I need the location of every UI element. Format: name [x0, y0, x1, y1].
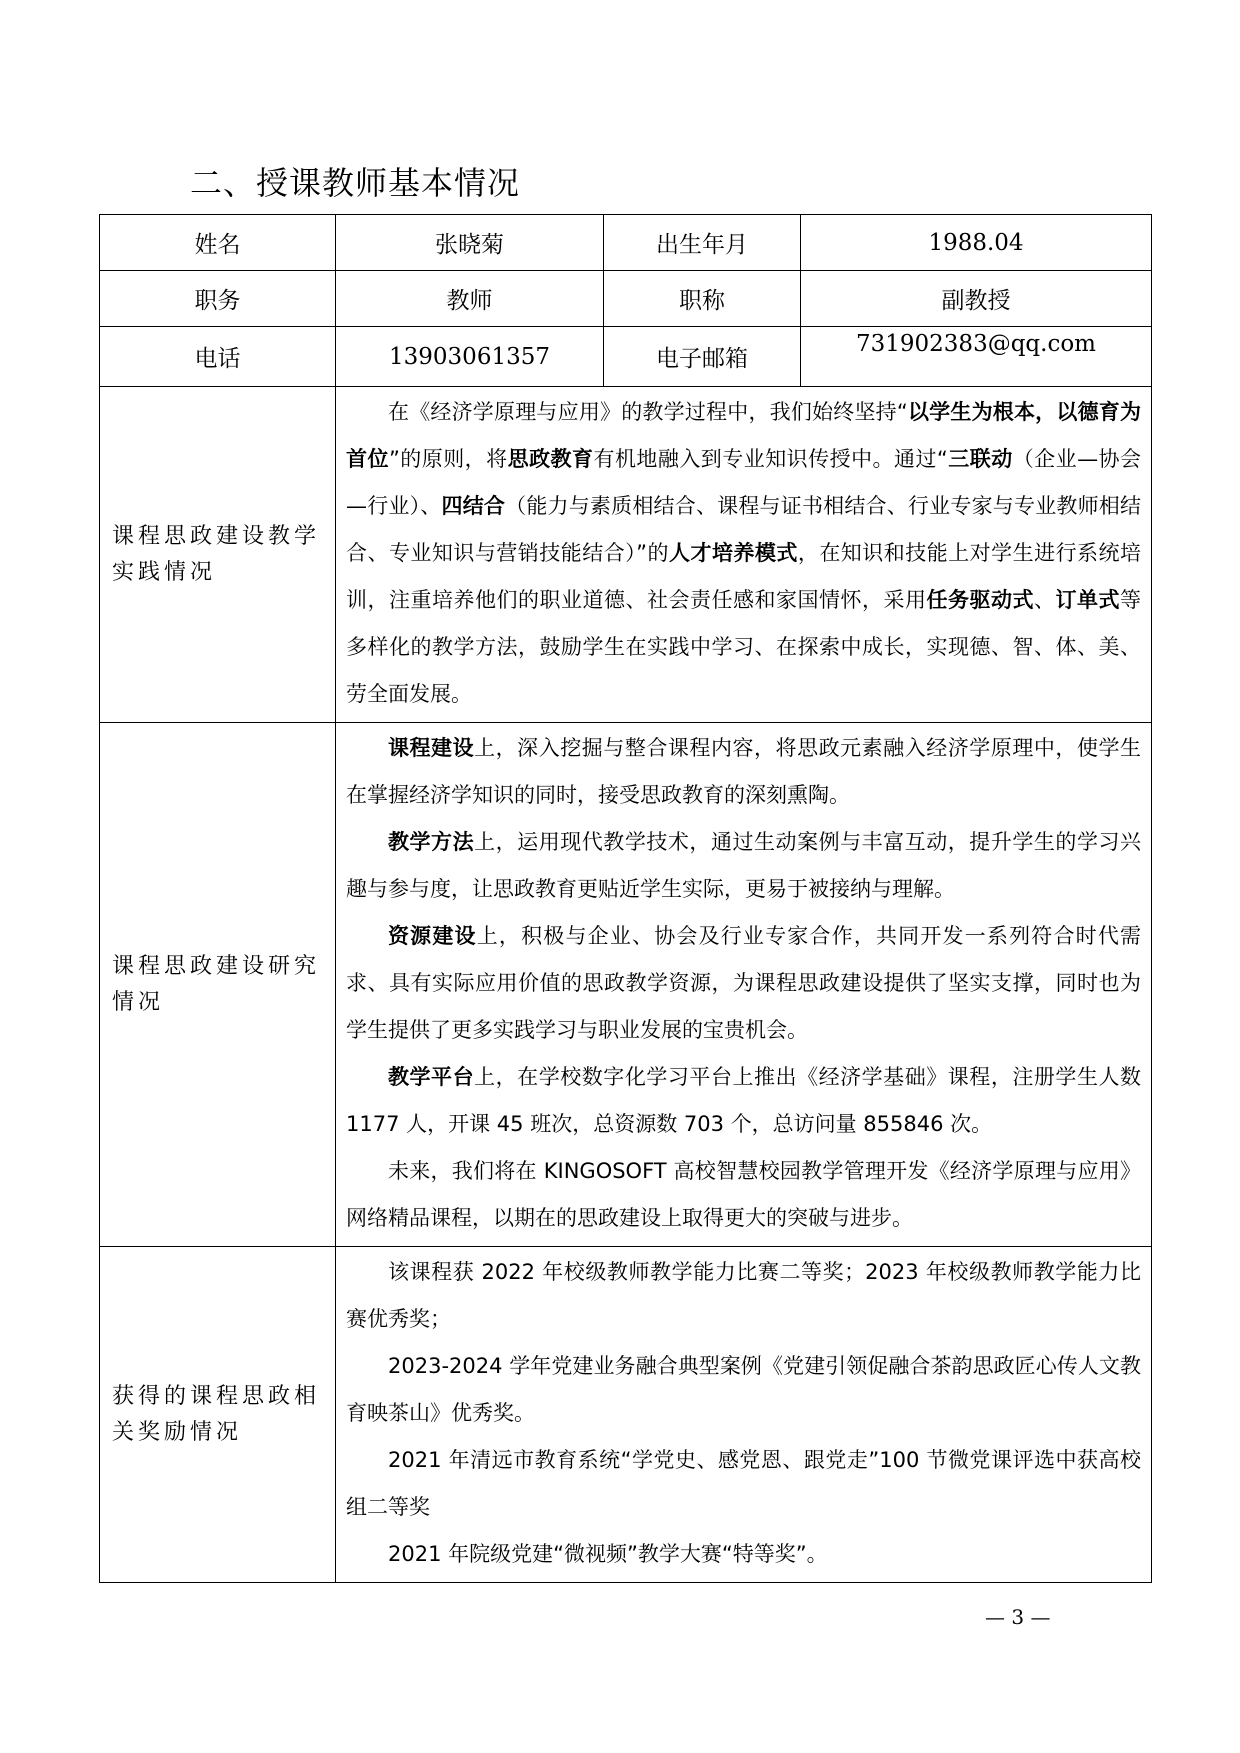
research-paragraph: 资源建设上，积极与企业、协会及行业专家合作，共同开发一系列符合时代需求、具有实际应用价值的思政教学资源，为课程思政建设提供了坚实支撑，同时也为学生提供了更多实践学习与职业发展的宝贵机会。 — [346, 924, 1142, 1042]
phone-value: 13903061357 — [336, 327, 604, 387]
award-item: 该课程获 2022 年校级教师教学能力比赛二等奖；2023 年校级教师教学能力比赛优秀奖； — [346, 1260, 1141, 1331]
table-row — [100, 1247, 1152, 1583]
birth-label: 出生年月 — [604, 215, 801, 271]
teacher-info-table — [99, 214, 1152, 1583]
research-paragraph: 教学平台上，在学校数字化学习平台上推出《经济学基础》课程，注册学生人数 1177 人，开课 45 班次，总资源数 703 个，总访问量 855846 次。 — [346, 1065, 1142, 1136]
practice-content — [336, 387, 1152, 723]
title-value: 副教授 — [801, 271, 1152, 327]
phone-label: 电话 — [100, 327, 336, 387]
award-item: 2021 年院级党建“微视频”教学大赛“特等奖”。 — [388, 1542, 828, 1566]
table-row — [100, 387, 1152, 723]
position-label: 职务 — [100, 271, 336, 327]
award-item: 2023-2024 学年党建业务融合典型案例《党建引领促融合茶韵思政匠心传人文教育映茶山》优秀奖。 — [346, 1354, 1141, 1425]
position-value: 教师 — [336, 271, 604, 327]
awards-label: 获得的课程思政相关奖励情况 — [100, 1247, 336, 1583]
title-label: 职称 — [604, 271, 801, 327]
name-label: 姓名 — [100, 215, 336, 271]
email-value: 731902383@qq.com — [801, 327, 1152, 387]
table-row — [100, 723, 1152, 1247]
awards-content — [336, 1247, 1152, 1583]
research-paragraph: 未来，我们将在 KINGOSOFT 高校智慧校园教学管理开发《经济学原理与应用》网络精品课程，以期在的思政建设上取得更大的突破与进步。 — [346, 1159, 1141, 1230]
page-title: 二、授课教师基本情况 — [190, 164, 521, 202]
table-row — [100, 215, 1152, 271]
research-paragraph: 课程建设上，深入挖掘与整合课程内容，将思政元素融入经济学原理中，使学生在掌握经济学知识的同时，接受思政教育的深刻熏陶。 — [346, 736, 1142, 807]
table-row — [100, 271, 1152, 327]
research-label: 课程思政建设研究情况 — [100, 723, 336, 1247]
practice-paragraph: 在《经济学原理与应用》的教学过程中，我们始终坚持“以学生为根本，以德育为首位”的原则，将思政教育有机地融入到专业知识传授中。通过“三联动（企业—协会—行业）、四结合（能力与素质相结合、课程与证书相结合、行业专家与专业教师相结合、专业知识与营销技能结合）”的人才培养模式，在知识和技能上对学生进行系统培训，注重培养他们的职业道德、社会责任感和家国情怀，采用任务驱动式、订单式等多样化的教学方法，鼓励学生在实践中学习、在探索中成长，实现德、智、体、美、劳全面发展。 — [346, 400, 1142, 706]
research-paragraph: 教学方法上，运用现代教学技术，通过生动案例与丰富互动，提升学生的学习兴趣与参与度，让思政教育更贴近学生实际，更易于被接纳与理解。 — [346, 830, 1142, 901]
award-item: 2021 年清远市教育系统“学党史、感党恩、跟党走”100 节微党课评选中获高校组二等奖 — [346, 1448, 1141, 1519]
research-content — [336, 723, 1152, 1247]
table-row — [100, 327, 1152, 387]
page-number: — 3 — — [985, 1605, 1051, 1629]
practice-label: 课程思政建设教学实践情况 — [100, 387, 336, 723]
birth-value: 1988.04 — [801, 215, 1152, 271]
name-value: 张晓菊 — [336, 215, 604, 271]
email-label: 电子邮箱 — [604, 327, 801, 387]
